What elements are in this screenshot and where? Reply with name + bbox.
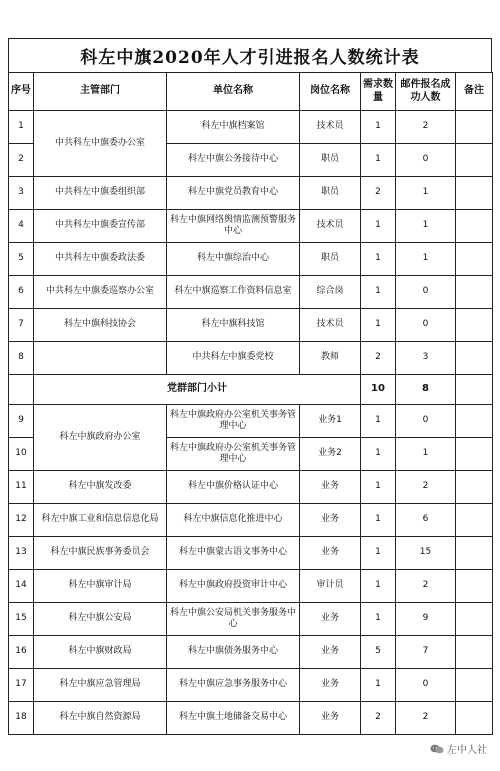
cell-applied: 3 <box>396 342 456 375</box>
header-note: 备注 <box>456 73 493 111</box>
table-row <box>9 603 493 636</box>
subtotal-applied: 8 <box>396 375 456 405</box>
cell-seq: 17 <box>9 669 34 702</box>
cell-post: 业务2 <box>300 438 361 471</box>
cell-seq: 7 <box>9 309 34 342</box>
cell-demand: 1 <box>361 276 396 309</box>
cell-applied: 1 <box>396 177 456 210</box>
cell-note <box>456 669 493 702</box>
cell-applied: 2 <box>396 111 456 144</box>
cell-unit: 科左中旗党员教育中心 <box>167 177 300 210</box>
cell-demand: 2 <box>361 177 396 210</box>
cell-dept: 中共科左中旗委政法委 <box>34 243 167 276</box>
cell-dept: 科左中旗公安局 <box>34 603 167 636</box>
table-row <box>9 342 493 375</box>
cell-note <box>456 702 493 735</box>
cell-seq: 16 <box>9 636 34 669</box>
cell-post: 业务 <box>300 603 361 636</box>
cell-demand: 1 <box>361 603 396 636</box>
table-title: 科左中旗2020年人才引进报名人数统计表 <box>8 38 492 72</box>
cell-dept <box>34 342 167 375</box>
cell-applied: 0 <box>396 309 456 342</box>
cell-demand: 2 <box>361 702 396 735</box>
cell-post: 业务 <box>300 504 361 537</box>
cell-unit: 科左中旗网络舆情监测预警服务中心 <box>167 210 300 243</box>
cell-unit: 科左中旗应急事务服务中心 <box>167 669 300 702</box>
cell-demand: 1 <box>361 405 396 438</box>
cell-seq: 9 <box>9 405 34 438</box>
cell-dept: 科左中旗工业和信息信息化局 <box>34 504 167 537</box>
table-row <box>9 309 493 342</box>
cell-unit: 科左中旗档案馆 <box>167 111 300 144</box>
cell-unit: 科左中旗土地储备交易中心 <box>167 702 300 735</box>
table-row <box>9 471 493 504</box>
cell-applied: 0 <box>396 405 456 438</box>
cell-seq <box>9 375 34 405</box>
cell-unit: 科左中旗债务服务中心 <box>167 636 300 669</box>
cell-post: 综合岗 <box>300 276 361 309</box>
cell-applied: 9 <box>396 603 456 636</box>
statistics-table <box>8 72 493 735</box>
cell-demand: 1 <box>361 111 396 144</box>
header-seq: 序号 <box>9 73 34 111</box>
cell-post: 职员 <box>300 177 361 210</box>
cell-seq: 11 <box>9 471 34 504</box>
cell-post: 业务 <box>300 537 361 570</box>
cell-seq: 13 <box>9 537 34 570</box>
header-unit: 单位名称 <box>167 73 300 111</box>
subtotal-demand: 10 <box>361 375 396 405</box>
cell-post: 业务 <box>300 471 361 504</box>
cell-unit: 科左中旗政府办公室机关事务管理中心 <box>167 405 300 438</box>
cell-post: 审计员 <box>300 570 361 603</box>
cell-demand: 1 <box>361 570 396 603</box>
cell-dept: 中共科左中旗委巡察办公室 <box>34 276 167 309</box>
cell-note <box>456 243 493 276</box>
cell-note <box>456 177 493 210</box>
cell-post: 教师 <box>300 342 361 375</box>
cell-unit: 科左中旗蒙古语文事务中心 <box>167 537 300 570</box>
table-row <box>9 111 493 144</box>
cell-note <box>456 276 493 309</box>
cell-dept: 科左中旗财政局 <box>34 636 167 669</box>
cell-dept: 科左中旗科技协会 <box>34 309 167 342</box>
cell-unit: 科左中旗综治中心 <box>167 243 300 276</box>
cell-unit: 科左中旗政府办公室机关事务管理中心 <box>167 438 300 471</box>
watermark <box>427 740 490 757</box>
cell-demand: 2 <box>361 342 396 375</box>
cell-note <box>456 636 493 669</box>
table-row <box>9 276 493 309</box>
cell-applied: 2 <box>396 471 456 504</box>
subtotal-label: 党群部门小计 <box>34 375 361 405</box>
cell-note <box>456 537 493 570</box>
cell-unit: 科左中旗价格认证中心 <box>167 471 300 504</box>
cell-post: 技术员 <box>300 111 361 144</box>
cell-note <box>456 210 493 243</box>
cell-applied: 1 <box>396 438 456 471</box>
cell-applied: 1 <box>396 210 456 243</box>
cell-demand: 1 <box>361 144 396 177</box>
cell-dept: 中共科左中旗委组织部 <box>34 177 167 210</box>
cell-note <box>456 504 493 537</box>
cell-demand: 5 <box>361 636 396 669</box>
cell-seq: 5 <box>9 243 34 276</box>
cell-dept: 科左中旗民族事务委员会 <box>34 537 167 570</box>
cell-unit: 科左中旗巡察工作资料信息室 <box>167 276 300 309</box>
table-row <box>9 405 493 438</box>
table-row <box>9 504 493 537</box>
cell-unit: 科左中旗公务接待中心 <box>167 144 300 177</box>
cell-seq: 12 <box>9 504 34 537</box>
cell-demand: 1 <box>361 438 396 471</box>
cell-applied: 6 <box>396 504 456 537</box>
cell-note <box>456 405 493 438</box>
cell-seq: 6 <box>9 276 34 309</box>
cell-note <box>456 570 493 603</box>
header-demand: 需求数量 <box>361 73 396 111</box>
cell-post: 业务1 <box>300 405 361 438</box>
cell-dept: 中共科左中旗委宣传部 <box>34 210 167 243</box>
cell-applied: 2 <box>396 570 456 603</box>
table-row <box>9 210 493 243</box>
table-row <box>9 636 493 669</box>
cell-unit: 科左中旗公安局机关事务服务中心 <box>167 603 300 636</box>
cell-seq: 3 <box>9 177 34 210</box>
cell-applied: 0 <box>396 669 456 702</box>
watermark-text: 左中人社 <box>447 745 487 756</box>
cell-seq: 15 <box>9 603 34 636</box>
cell-post: 业务 <box>300 636 361 669</box>
cell-note <box>456 111 493 144</box>
cell-applied: 1 <box>396 243 456 276</box>
header-post: 岗位名称 <box>300 73 361 111</box>
cell-dept: 科左中旗政府办公室 <box>34 405 167 471</box>
table-row <box>9 702 493 735</box>
header-applied: 邮件报名成功人数 <box>396 73 456 111</box>
cell-seq: 10 <box>9 438 34 471</box>
cell-seq: 1 <box>9 111 34 144</box>
wechat-icon <box>430 744 444 754</box>
header-dept: 主管部门 <box>34 73 167 111</box>
cell-demand: 1 <box>361 504 396 537</box>
cell-seq: 18 <box>9 702 34 735</box>
cell-note <box>456 603 493 636</box>
cell-seq: 8 <box>9 342 34 375</box>
cell-note <box>456 438 493 471</box>
table-row <box>9 243 493 276</box>
cell-post: 业务 <box>300 702 361 735</box>
cell-applied: 15 <box>396 537 456 570</box>
cell-dept: 科左中旗应急管理局 <box>34 669 167 702</box>
table-row <box>9 570 493 603</box>
cell-applied: 0 <box>396 276 456 309</box>
cell-post: 职员 <box>300 243 361 276</box>
cell-seq: 14 <box>9 570 34 603</box>
cell-demand: 1 <box>361 537 396 570</box>
cell-dept: 科左中旗审计局 <box>34 570 167 603</box>
cell-demand: 1 <box>361 471 396 504</box>
cell-note <box>456 309 493 342</box>
header-row <box>9 73 493 111</box>
cell-note <box>456 375 493 405</box>
table-row <box>9 177 493 210</box>
cell-post: 业务 <box>300 669 361 702</box>
cell-note <box>456 342 493 375</box>
cell-post: 职员 <box>300 144 361 177</box>
cell-unit: 中共科左中旗委党校 <box>167 342 300 375</box>
cell-dept: 中共科左中旗委办公室 <box>34 111 167 177</box>
table-row <box>9 669 493 702</box>
cell-applied: 0 <box>396 144 456 177</box>
cell-applied: 2 <box>396 702 456 735</box>
cell-dept: 科左中旗自然资源局 <box>34 702 167 735</box>
table-row <box>9 537 493 570</box>
cell-demand: 1 <box>361 309 396 342</box>
cell-unit: 科左中旗科技馆 <box>167 309 300 342</box>
cell-unit: 科左中旗政府投资审计中心 <box>167 570 300 603</box>
cell-post: 技术员 <box>300 210 361 243</box>
cell-demand: 1 <box>361 243 396 276</box>
cell-demand: 1 <box>361 669 396 702</box>
cell-seq: 2 <box>9 144 34 177</box>
cell-dept: 科左中旗发改委 <box>34 471 167 504</box>
cell-unit: 科左中旗信息化推进中心 <box>167 504 300 537</box>
cell-seq: 4 <box>9 210 34 243</box>
subtotal-row <box>9 375 493 405</box>
cell-applied: 7 <box>396 636 456 669</box>
cell-post: 技术员 <box>300 309 361 342</box>
cell-note <box>456 144 493 177</box>
cell-note <box>456 471 493 504</box>
cell-demand: 1 <box>361 210 396 243</box>
statistics-sheet <box>8 38 492 735</box>
